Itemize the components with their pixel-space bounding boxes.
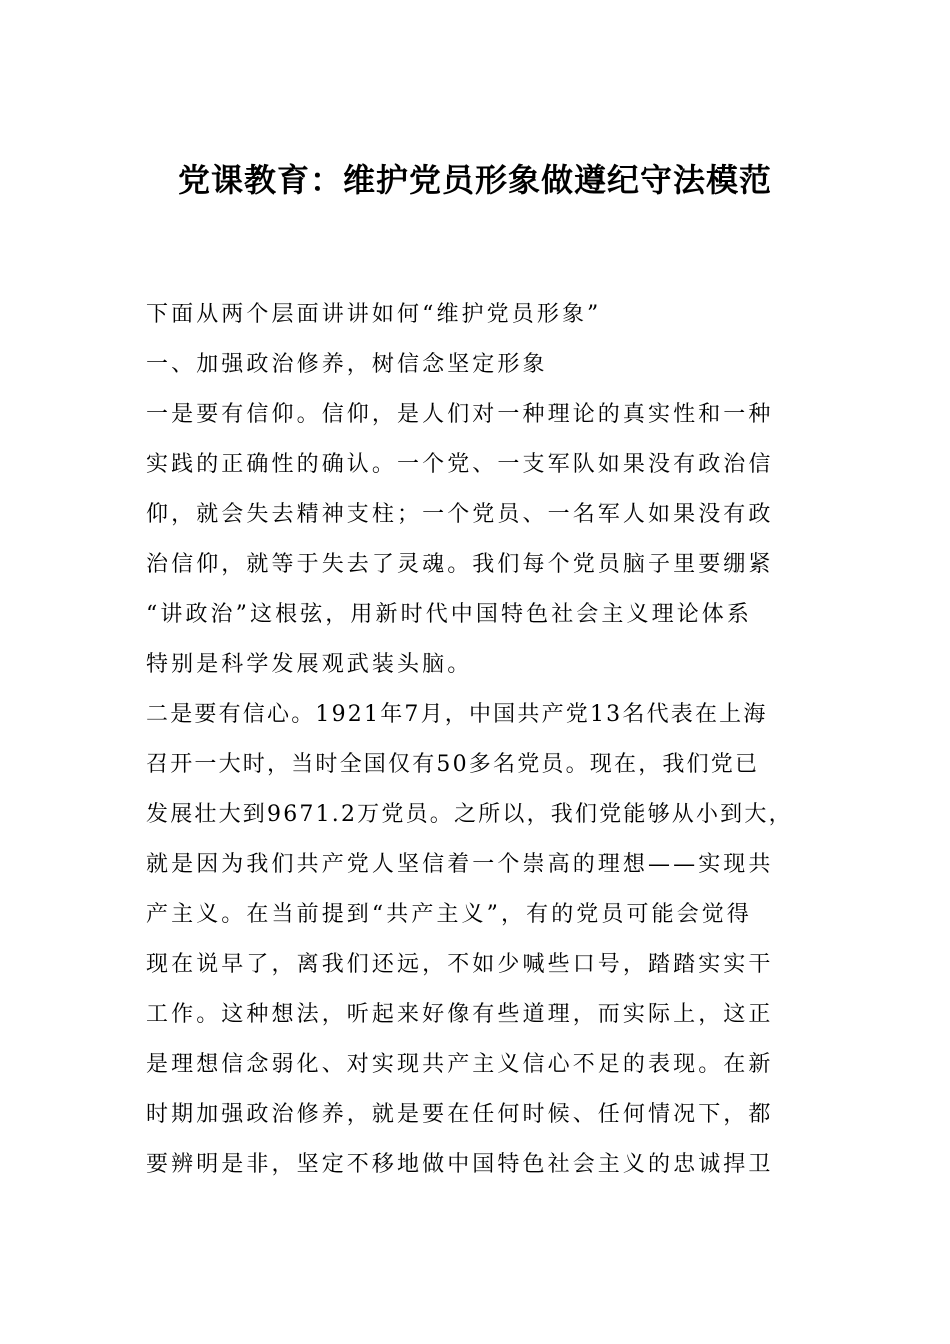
body-line: 要辨明是非，坚定不移地做中国特色社会主义的忠诚捍卫: [146, 1152, 774, 1177]
body-line: 就是因为我们共产党人坚信着一个崇高的理想——实现共: [146, 852, 774, 877]
document-title: 党课教育：维护党员形象做遵纪守法模范: [177, 161, 772, 199]
body-line: 仰，就会失去精神支柱；一个党员、一名军人如果没有政: [146, 502, 774, 527]
body-line: 现在说早了，离我们还远，不如少喊些口号，踏踏实实干: [146, 952, 774, 977]
body-line: 实践的正确性的确认。一个党、一支军队如果没有政治信: [146, 452, 774, 477]
body-line: 是理想信念弱化、对实现共产主义信心不足的表现。在新: [146, 1052, 774, 1077]
body-line: 下面从两个层面讲讲如何“维护党员形象”: [146, 302, 602, 327]
body-line: 二是要有信心。1921年7月，中国共产党13名代表在上海: [146, 702, 768, 727]
body-line: 治信仰，就等于失去了灵魂。我们每个党员脑子里要绷紧: [146, 552, 774, 577]
body-line: 召开一大时，当时全国仅有50多名党员。现在，我们党已: [146, 752, 760, 777]
section-heading: 一、加强政治修养，树信念坚定形象: [146, 352, 548, 377]
body-line: “讲政治”这根弦，用新时代中国特色社会主义理论体系: [146, 602, 752, 627]
body-line: 工作。这种想法，听起来好像有些道理，而实际上，这正: [146, 1002, 774, 1027]
body-line: 特别是科学发展观武装头脑。: [146, 652, 473, 677]
body-line: 产主义。在当前提到“共产主义”，有的党员可能会觉得: [146, 902, 752, 927]
body-line: 时期加强政治修养，就是要在任何时候、任何情况下，都: [146, 1102, 774, 1127]
body-line: 一是要有信仰。信仰，是人们对一种理论的真实性和一种: [146, 402, 774, 427]
document-body: [146, 290, 836, 1190]
body-line: 发展壮大到9671.2万党员。之所以，我们党能够从小到大，: [146, 802, 793, 827]
